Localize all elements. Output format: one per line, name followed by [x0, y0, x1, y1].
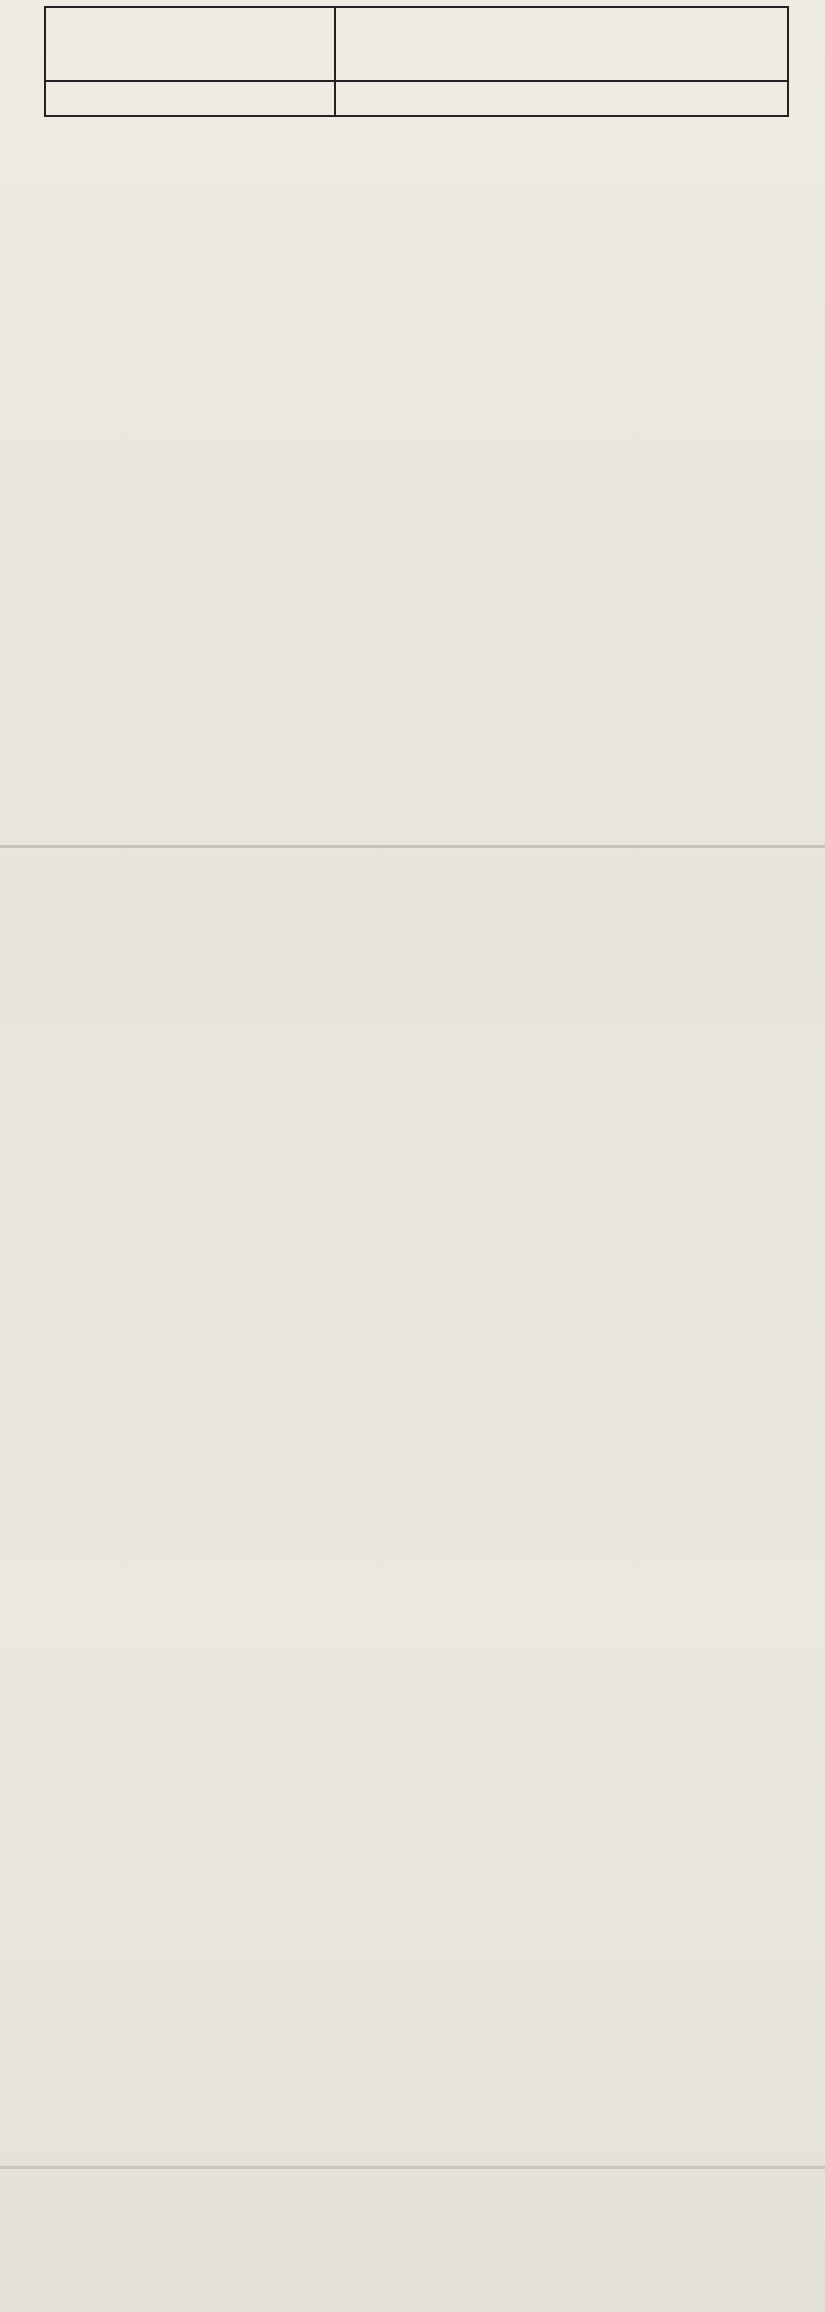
- page-join-line: [0, 2166, 825, 2169]
- header-table: [44, 6, 789, 117]
- header-row-1: [46, 8, 787, 82]
- header-row-2: [46, 81, 787, 117]
- page-join-line: [0, 845, 825, 848]
